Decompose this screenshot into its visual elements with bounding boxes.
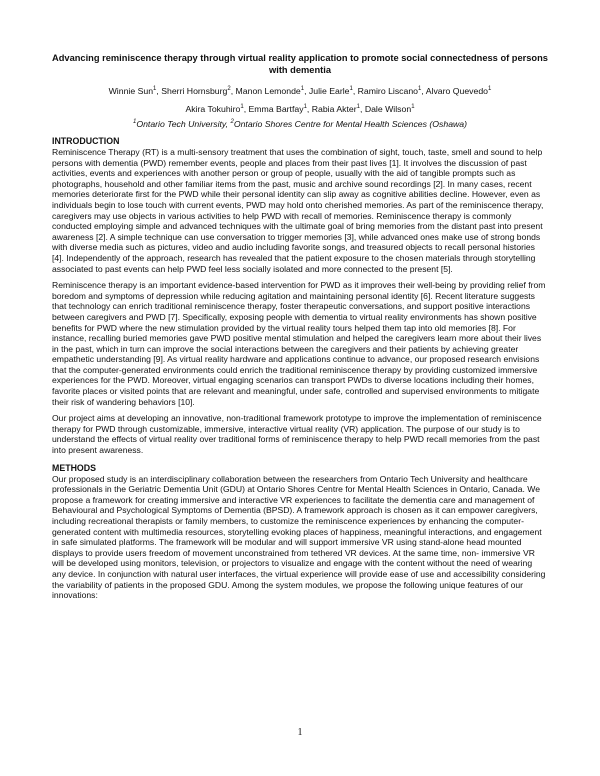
author-name: Ramiro Liscano [357, 86, 419, 96]
affiliation-sup-1: 1 [132, 119, 137, 126]
author-affiliation-sup: 2 [227, 86, 231, 93]
section-heading-methods: METHODS [52, 462, 96, 473]
author-name: Alvaro Quevedo [425, 86, 489, 96]
affiliation-line [52, 118, 548, 131]
author [426, 86, 492, 96]
author-name: Akira Tokuhiro [185, 104, 241, 114]
author-line-2: Akira Tokuhiro$^1$, Emma Bartfay$^1$, Rabia Akter$^1$, Dale Wilson$^1$ [185, 104, 415, 114]
author [249, 104, 307, 114]
author-affiliation-sup: 1 [411, 104, 415, 111]
affiliation-org-1: Ontario Tech University, [136, 119, 231, 129]
methods-paragraph-1: Our proposed study is an interdisciplinary collaboration between the researchers from Ontario Tech University and healthcare professionals in the Geriatric Dementia Unit (GDU) at Ontario Shores Centre for Mental Health Sciences in Ontario, Canada. We propose a framework for creating immersive and interactive VR experiences to facilitate the dementia care and management of Behavioural and Psychological Symptoms of Dementia (BPSD). A framework approach is chosen as it can empower caregivers, including recreational therapists or family members, to customize the reminiscence experiences by enhancing the computer-generated content with multimedia resources, storytelling evoking places of happiness, meaningful interactions, and engagement in safe simulated platforms. The framework will be modular and will support immersive VR using stand-alone head mounted displays to provide users freedom of movement unconstrained from tethered VR devices. At the same time, non- immersive VR will be developed using monitors, television, or projectors to visualize and engage with the content without the need of wearing any device. In conjunction with natural user interfaces, the virtual experience will provide ease of use and accessibility considering the variability of patients in the proposed GDU. Among the system modules, we propose the following unique features of our innovations: [52, 473, 546, 601]
author [358, 86, 422, 96]
author-name: Rabia Akter [311, 104, 357, 114]
author [312, 104, 360, 114]
author-affiliation-sup: 1 [356, 104, 360, 111]
author [309, 86, 353, 96]
author-name: Emma Bartfay [248, 104, 304, 114]
author-name: Sherri Hornsburg [161, 86, 228, 96]
author-name: Manon Lemonde [235, 86, 301, 96]
page-content [52, 52, 548, 607]
author-affiliation-sup: 1 [300, 86, 305, 93]
author-name: Dale Wilson [364, 104, 412, 114]
author-affiliation-sup: 1 [153, 86, 157, 93]
author [161, 86, 231, 96]
intro-paragraph-3: Our project aims at developing an innovative, non-traditional framework prototype to improve the implementation of reminiscence therapy for PWD through customizable, immersive, interactive virtual reality (VR) application. The purpose of our study is to understand the effects of virtual reality over traditional forms of reminiscence therapy to help PWD recall memories from the past into present awareness. [52, 413, 542, 456]
author-name: Julie Earle [308, 86, 350, 96]
author-affiliation-sup: 1 [349, 86, 353, 93]
intro-paragraph-2: Reminiscence therapy is an important evidence-based intervention for PWD as it improves their well-being by providing relief from boredom and symptoms of depression while reducing agitation and maintaining personal identity [6]. Recent literature suggests that technology can enrich traditional reminiscence therapy, foster therapeutic conversations, and support positive interactions between caregivers and PWD [7]. Specifically, exposing people with dementia to virtual reality environments has shown positive benefits for PWD where the new stimulation provided by the virtual reality tours helped them tap into old memories [8]. For instance, recalling buried memories gave PWD positive mental stimulation and helped the caregivers learn more about their lives in the past, which in turn can improve the social interactions between the caregivers and their patients by achieving greater empathetic understanding [9]. As virtual reality hardware and applications continue to advance, our proposed research envisions that the computer-generated environments could enrich the traditional reminiscence therapy by providing customized immersive experiences for the PWD. Moreover, virtual engaging scenarios can transport PWDs to diverse locations including their homes, favorite places or visited points that are relevant and meaningful, under safe, controlled and supervised environments to mitigate their risk of wandering behaviors [10]. [52, 280, 546, 407]
author [185, 104, 243, 114]
author [365, 104, 415, 114]
author-affiliation-sup: 1 [240, 104, 244, 111]
author-line-1: Winnie Sun$^1$, Sherri Hornsburg$^2$, Manon Lemonde$^1$, Julie Earle$^1$, Ramiro Liscano$^1$, Alvaro Quevedo$^1$ [108, 86, 492, 96]
section-heading-introduction: INTRODUCTION [52, 136, 120, 146]
affiliation-sup-2: 2 [230, 119, 234, 126]
intro-paragraph-1: Reminiscence Therapy (RT) is a multi-sensory treatment that uses the combination of sight, touch, taste, smell and sound to help persons with dementia (PWD) remember events, people and places from their past lives [1]. It involves the discussion of past activities, events and experiences with another person or group of people, usually with the aid of tangible prompts such as photographs, household and other familiar items from the past, music and archive sound recordings [2]. In many cases, recent memories deteriorate first for the PWD while their personal identity can slip away as cognitive abilities decline. However, even as individuals begin to lose touch with current events, PWD may hold onto cherished memories. As part of the reminiscence therapy, caregivers may use objects in various activities to help PWD with recall of memories. Reminiscence therapy is commonly conducted employing simple and advanced techniques with the ultimate goal of bring memories from the distant past into present awareness [2]. A simple technique can use conversation to trigger memories [3], while advanced ones make use of strong bonds with diverse media such as pictures, video and audio including favorite songs, and treasured objects to recall personal histories [4]. Independently of the approach, research has revealed that the patient exposure to the chosen materials through storytelling associated to past events can help PWD feel less socially isolated and more connected to the present [5]. [52, 147, 544, 274]
author [236, 86, 305, 96]
author-affiliation-sup: 1 [418, 86, 422, 93]
affiliation-org-2: Ontario Shores Centre for Mental Health Sciences (Oshawa) [233, 119, 468, 129]
author-name: Winnie Sun [108, 86, 154, 96]
paper-title: Advancing reminiscence therapy through virtual reality application to promote social connectedness of persons with dementia [52, 53, 548, 75]
page-number: 1 [297, 727, 303, 738]
author-affiliation-sup: 1 [488, 86, 492, 93]
author [109, 86, 157, 96]
author-affiliation-sup: 1 [303, 104, 307, 111]
